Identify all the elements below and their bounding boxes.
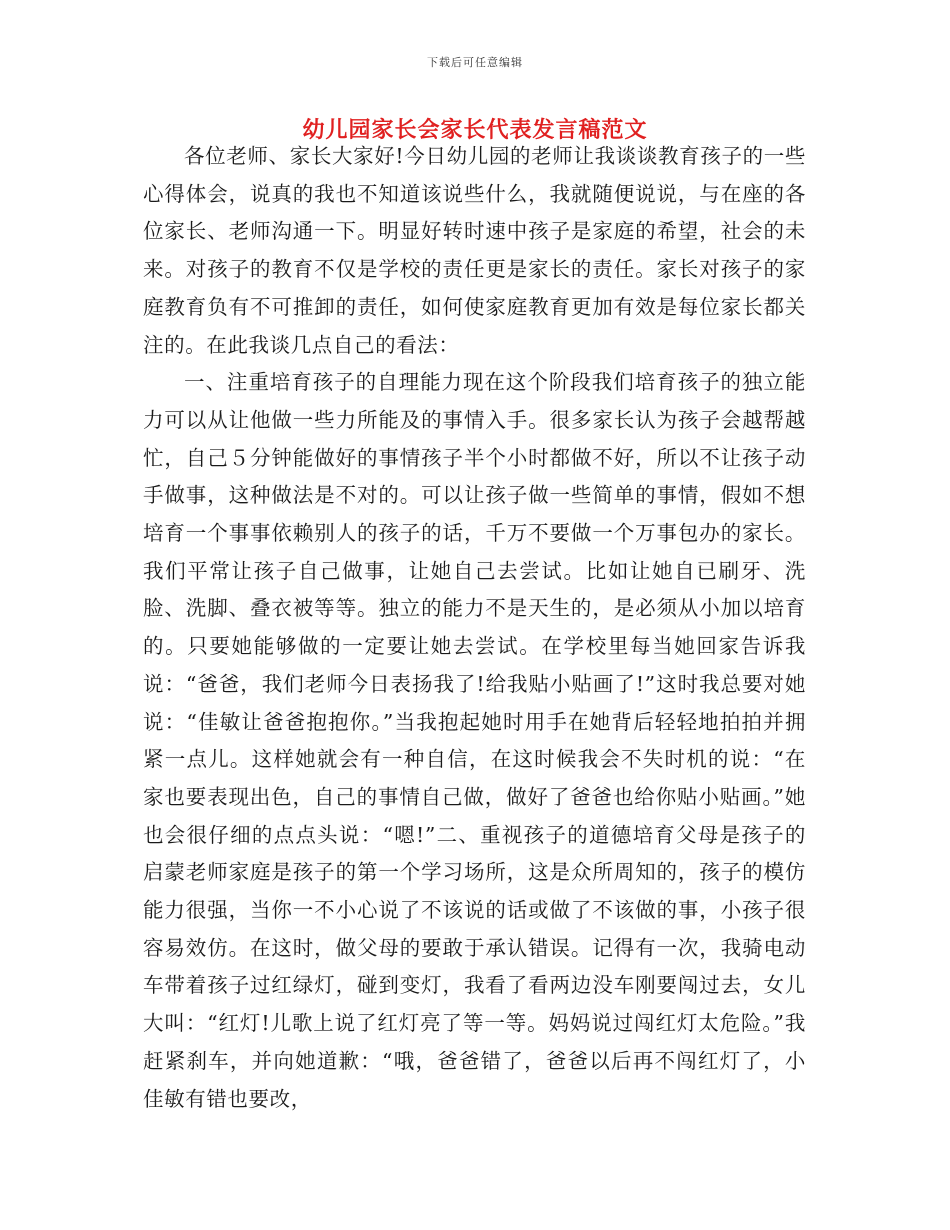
document-title: 幼儿园家长会家长代表发言稿范文 [302,117,648,143]
paragraph-intro: 各位老师、家长大家好!今日幼儿园的老师让我谈谈教育孩子的一些心得体会，说真的我也不知道该说些什么，我就随便说说，与在座的各位家长、老师沟通一下。明显好转时速中孩子是家庭的希望，社会的未来。对孩子的教育不仅是学校的责任更是家长的责任。家长对孩子的家庭教育负有不可推卸的责任，如何使家庭教育更加有效是每位家长都关注的。在此我谈几点自己的看法： [143,144,806,357]
header-note: 下载后可任意编辑 [427,56,523,69]
document-body [143,138,806,1118]
paragraph-main: 一、注重培育孩子的自理能力现在这个阶段我们培育孩子的独立能力可以从让他做一些力所能及的事情入手。很多家长认为孩子会越帮越忙，自己５分钟能做好的事情孩子半个小时都做不好，所以不让孩子动手做事，这种做法是不对的。可以让孩子做一些简单的事情，假如不想培育一个事事依赖别人的孩子的话，千万不要做一个万事包办的家长。我们平常让孩子自己做事，让她自己去尝试。比如让她自已刷牙、洗脸、洗脚、叠衣被等等。独立的能力不是天生的，是必须从小加以培育的。只要她能够做的一定要让她去尝试。在学校里每当她回家告诉我说：“爸爸，我们老师今日表扬我了!给我贴小贴画了!”这时我总要对她说：“佳敏让爸爸抱抱你。”当我抱起她时用手在她背后轻轻地拍拍并拥紧一点儿。这样她就会有一种自信，在这时候我会不失时机的说：“在家也要表现出色，自己的事情自己做，做好了爸爸也给你贴小贴画。”她也会很仔细的点点头说：“嗯!”二、重视孩子的道德培育父母是孩子的启蒙老师家庭是孩子的第一个学习场所，这是众所周知的，孩子的模仿能力很强，当你一不小心说了不该说的话或做了不该做的事，小孩子很容易效仿。在这时，做父母的要敢于承认错误。记得有一次，我骑电动车带着孩子过红绿灯，碰到变灯，我看了看两边没车刚要闯过去，女儿大叫：“红灯!儿歌上说了红灯亮了等一等。妈妈说过闯红灯太危险。”我赶紧刹车，并向她道歉：“哦，爸爸错了，爸爸以后再不闯红灯了，小佳敏有错也要改， [143,370,806,1111]
